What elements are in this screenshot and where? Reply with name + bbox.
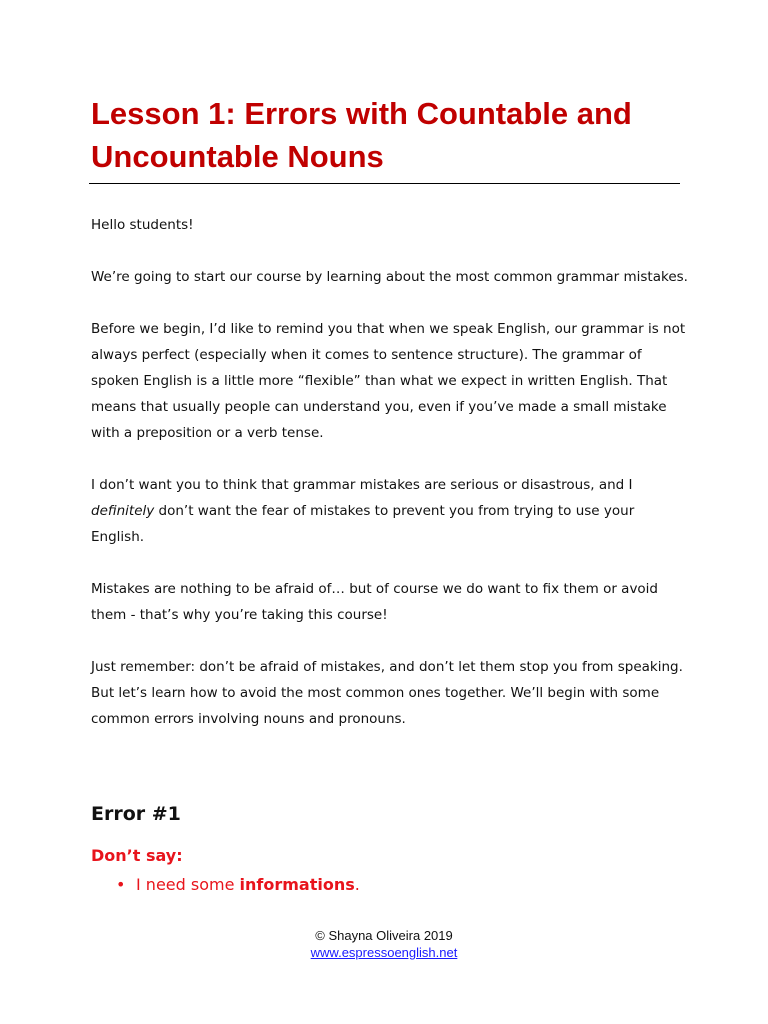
emphasis-definitely: definitely: [91, 503, 155, 519]
paragraph-reminder: Before we begin, I’d like to remind you that when we speak English, our grammar is not always perfect (especially when it comes to sentence structure). The grammar of spoken English is a little more “flexible” than what we expect in written English. That means that usually people can understand you, even if you’ve made a small mistake with a preposition or a verb tense.: [91, 321, 686, 441]
lesson-body: [91, 212, 691, 758]
example-list-item: [116, 873, 360, 897]
footer-website-link[interactable]: www.espressoenglish.net: [310, 945, 458, 960]
paragraph-mistakes: Mistakes are nothing to be afraid of… but of course we do want to fix them or avoid them - that’s why you’re taking this course!: [91, 581, 659, 623]
footer-copyright: © Shayna Oliveira 2019: [315, 928, 453, 943]
example-text-start: I need some: [136, 875, 235, 894]
example-error-word: informations: [239, 875, 355, 894]
dont-say-label: Don’t say:: [91, 846, 183, 865]
paragraph-encouragement-start: I don’t want you to think that grammar mistakes are serious or disastrous, and I: [91, 477, 633, 493]
title-divider: [89, 183, 680, 184]
footer: [0, 927, 768, 961]
bullet-icon: •: [116, 875, 126, 894]
error-heading: Error #1: [91, 803, 181, 825]
paragraph-remember: Just remember: don’t be afraid of mistakes, and don’t let them stop you from speaking. But let’s learn how to avoid the most common ones together. We’ll begin with some common errors involving nouns and pronouns.: [91, 659, 683, 727]
paragraph-intro: We’re going to start our course by learning about the most common grammar mistakes.: [91, 269, 688, 285]
paragraph-encouragement: [91, 472, 691, 550]
paragraph-greeting: Hello students!: [91, 217, 194, 233]
lesson-title: Lesson 1: Errors with Countable and Uncountable Nouns: [91, 96, 632, 174]
paragraph-encouragement-end: don’t want the fear of mistakes to prevent you from trying to use your English.: [91, 503, 635, 545]
example-text-end: .: [354, 875, 360, 894]
